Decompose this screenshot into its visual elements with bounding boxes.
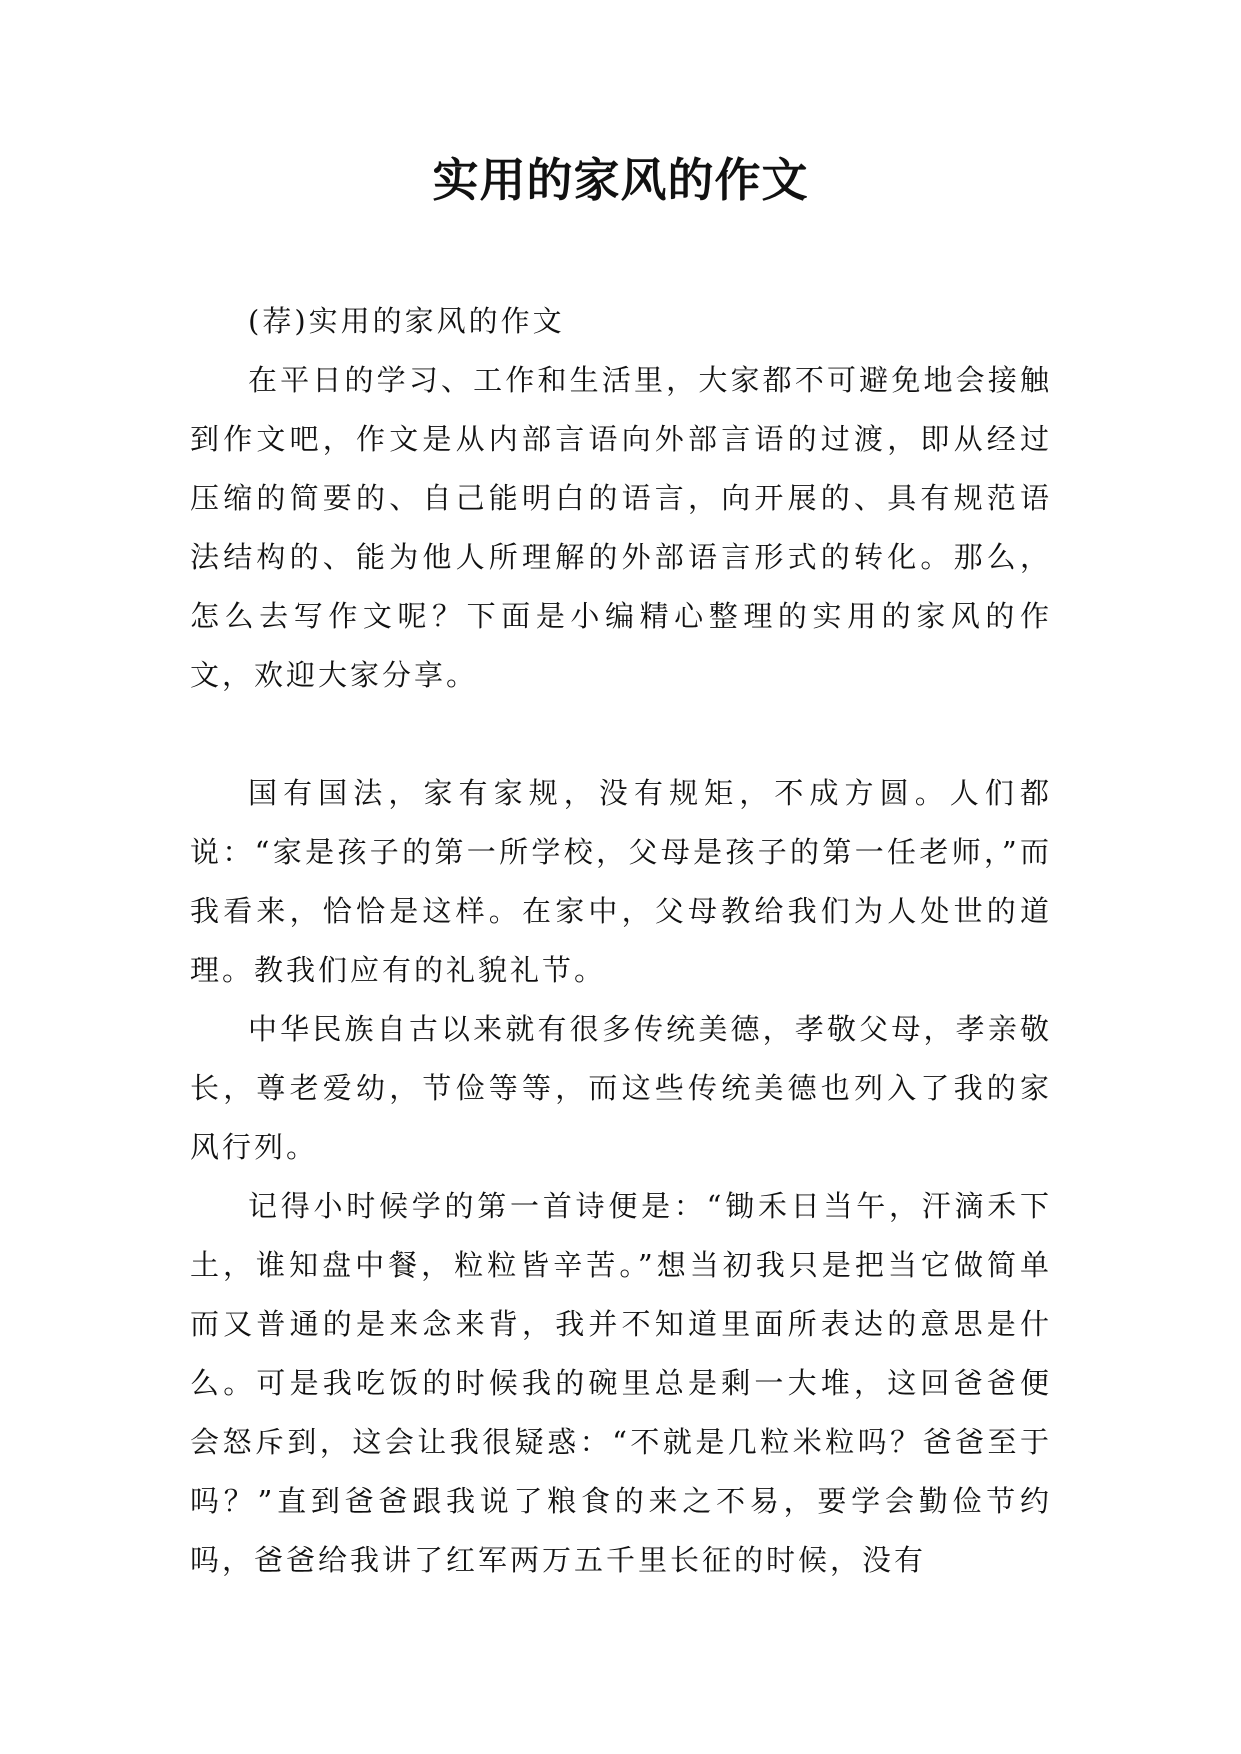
- paragraph-subtitle: (荐)实用的家风的作文: [248, 304, 565, 338]
- paragraph-intro: 在平日的学习、工作和生活里，大家都不可避免地会接触到作文吧，作文是从内部言语向外部言语的过渡，即从经过压缩的简要的、自己能明白的语言，向开展的、具有规范语法结构的、能为他人所理解的外部语言形式的转化。那么，怎么去写作文呢？下面是小编精心整理的实用的家风的作文，欢迎大家分享。: [190, 363, 1052, 692]
- document-title: 实用的家风的作文: [432, 153, 809, 207]
- paragraph-traditional-virtues: 中华民族自古以来就有很多传统美德，孝敬父母，孝亲敬长，尊老爱幼，节俭等等，而这些传统美德也列入了我的家风行列。: [190, 1012, 1052, 1164]
- paragraph-family-rules: 国有国法，家有家规，没有规矩，不成方圆。人们都说：“家是孩子的第一所学校，父母是孩子的第一任老师，”而我看来，恰恰是这样。在家中，父母教给我们为人处世的道理。教我们应有的礼貌礼节。: [190, 776, 1052, 987]
- document-body: [190, 292, 1052, 1590]
- paragraph-poem-memory: 记得小时候学的第一首诗便是：“锄禾日当午，汗滴禾下土，谁知盘中餐，粒粒皆辛苦。”想当初我只是把当它做简单而又普通的是来念来背，我并不知道里面所表达的意思是什么。可是我吃饭的时候我的碗里总是剩一大堆，这回爸爸便会怒斥到，这会让我很疑惑：“不就是几粒米粒吗？爸爸至于吗？”直到爸爸跟我说了粮食的来之不易，要学会勤俭节约吗，爸爸给我讲了红军两万五千里长征的时候，没有: [190, 1189, 1052, 1577]
